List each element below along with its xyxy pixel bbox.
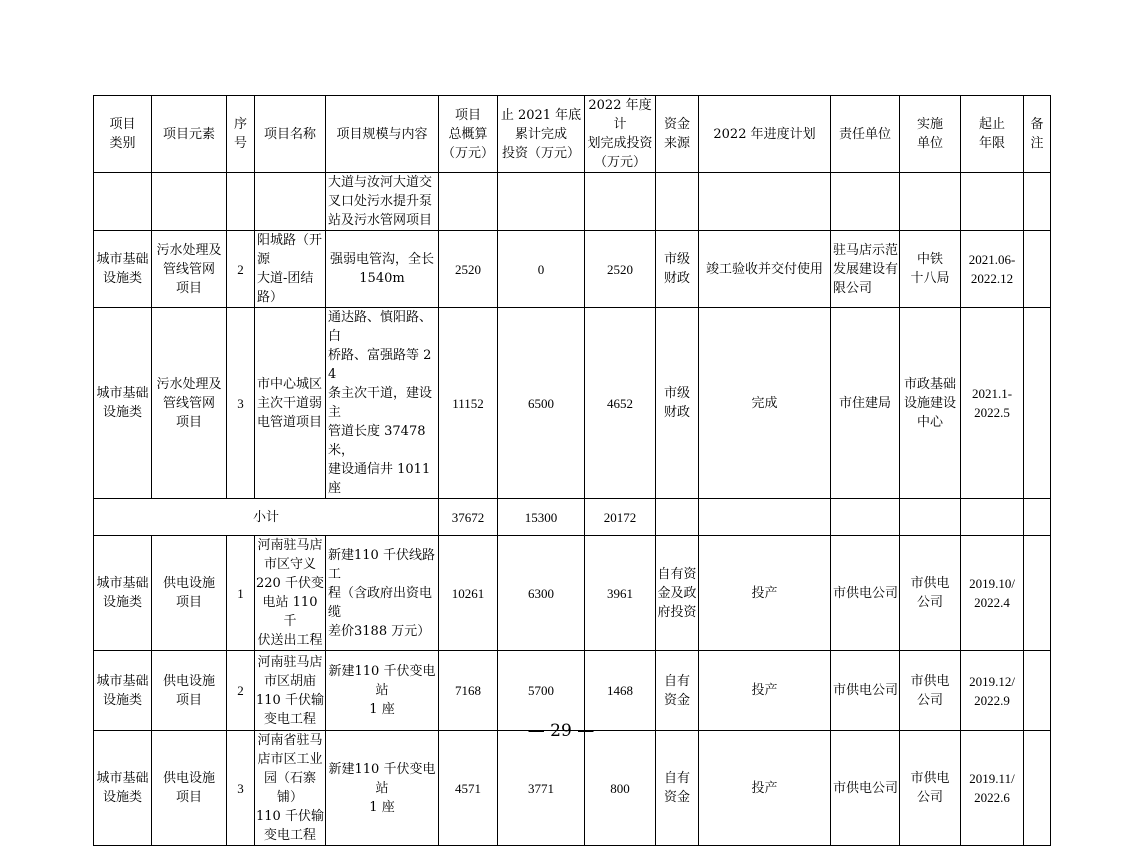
cell-implementer: 中铁 十八局: [900, 231, 961, 308]
table-cell: [227, 173, 255, 231]
cell-content: 新建110 千伏变电站 1 座: [326, 731, 439, 846]
cell-seq: 3: [227, 308, 255, 499]
cell-seq: 2: [227, 651, 255, 731]
cell-content: 新建110 千伏变电站 1 座: [326, 651, 439, 731]
cell-progress: 完成: [699, 308, 831, 499]
header-content: 项目规模与内容: [326, 96, 439, 173]
cell-plan: 2520: [585, 231, 656, 308]
subtotal-done: 15300: [498, 499, 585, 536]
cell-name: 河南驻马店 市区胡庙 110 千伏输 变电工程: [255, 651, 326, 731]
cell-total: 10261: [439, 536, 498, 651]
cell-seq: 1: [227, 536, 255, 651]
page-number: — 29 —: [527, 721, 595, 741]
table-cell: [498, 173, 585, 231]
cell-period: 2021.06- 2022.12: [961, 231, 1024, 308]
cell-remark: [1024, 231, 1051, 308]
cell-content: 通达路、慎阳路、白 桥路、富强路等 24 条主次干道，建设主 管道长度 37478 米， 建设通信井 1011 座: [326, 308, 439, 499]
cell-name: 河南省驻马 店市区工业 园（石寨铺） 110 千伏输 变电工程: [255, 731, 326, 846]
cell-category: 城市基础 设施类: [94, 231, 152, 308]
cell-period: 2019.11/ 2022.6: [961, 731, 1024, 846]
cell-plan: 1468: [585, 651, 656, 731]
cell-remark: [1024, 308, 1051, 499]
table-cell: [831, 173, 900, 231]
cell-seq: 3: [227, 731, 255, 846]
cell-period: 2019.12/ 2022.9: [961, 651, 1024, 731]
cell-content: 大道与汝河大道交 叉口处污水提升泵 站及污水管网项目: [326, 173, 439, 231]
table-row: [94, 651, 1051, 731]
cell-done: 0: [498, 231, 585, 308]
header-progress: 2022 年进度计划: [699, 96, 831, 173]
table-cell: [961, 499, 1024, 536]
cell-plan: 800: [585, 731, 656, 846]
header-implementer: 实施 单位: [900, 96, 961, 173]
header-responsible: 责任单位: [831, 96, 900, 173]
cell-done: 6500: [498, 308, 585, 499]
header-fund: 资金 来源: [656, 96, 699, 173]
subtotal-total: 37672: [439, 499, 498, 536]
continuation-row: [94, 173, 1051, 231]
cell-done: 6300: [498, 536, 585, 651]
cell-progress: 竣工验收并交付使用: [699, 231, 831, 308]
table-cell: [900, 173, 961, 231]
cell-plan: 3961: [585, 536, 656, 651]
cell-name: 市中心城区 主次干道弱 电管道项目: [255, 308, 326, 499]
cell-remark: [1024, 536, 1051, 651]
cell-total: 4571: [439, 731, 498, 846]
cell-implementer: 市政基础 设施建设 中心: [900, 308, 961, 499]
cell-fund: 自有资 金及政 府投资: [656, 536, 699, 651]
cell-element: 供电设施 项目: [152, 731, 227, 846]
cell-seq: 2: [227, 231, 255, 308]
table-row: [94, 308, 1051, 499]
header-period: 起止 年限: [961, 96, 1024, 173]
cell-element: 供电设施 项目: [152, 651, 227, 731]
cell-name: 河南驻马店 市区守义 220 千伏变 电站 110 千 伏送出工程: [255, 536, 326, 651]
table-cell: [439, 173, 498, 231]
cell-total: 7168: [439, 651, 498, 731]
cell-responsible: 市住建局: [831, 308, 900, 499]
header-name: 项目名称: [255, 96, 326, 173]
cell-total: 11152: [439, 308, 498, 499]
cell-fund: 自有 资金: [656, 651, 699, 731]
table-cell: [699, 173, 831, 231]
cell-category: 城市基础 设施类: [94, 651, 152, 731]
table-row: [94, 731, 1051, 846]
header-category: 项目 类别: [94, 96, 152, 173]
cell-category: 城市基础 设施类: [94, 731, 152, 846]
header-remark: 备 注: [1024, 96, 1051, 173]
cell-implementer: 市供电 公司: [900, 536, 961, 651]
cell-total: 2520: [439, 231, 498, 308]
table-cell: [1024, 499, 1051, 536]
header-seq: 序号: [227, 96, 255, 173]
cell-responsible: 驻马店示范 发展建设有 限公司: [831, 231, 900, 308]
table-cell: [961, 173, 1024, 231]
table-cell: [699, 499, 831, 536]
cell-responsible: 市供电公司: [831, 651, 900, 731]
cell-element: 污水处理及 管线管网 项目: [152, 231, 227, 308]
cell-implementer: 市供电 公司: [900, 651, 961, 731]
table-cell: [152, 173, 227, 231]
header-element: 项目元素: [152, 96, 227, 173]
cell-plan: 4652: [585, 308, 656, 499]
table-cell: [255, 173, 326, 231]
subtotal-row: [94, 499, 1051, 536]
table-cell: [656, 173, 699, 231]
table-cell: [831, 499, 900, 536]
cell-element: 供电设施 项目: [152, 536, 227, 651]
cell-progress: 投产: [699, 536, 831, 651]
table-cell: [94, 173, 152, 231]
header-total: 项目 总概算 （万元）: [439, 96, 498, 173]
cell-element: 污水处理及 管线管网 项目: [152, 308, 227, 499]
cell-responsible: 市供电公司: [831, 536, 900, 651]
header-row: [94, 96, 1051, 173]
cell-category: 城市基础 设施类: [94, 536, 152, 651]
cell-done: 3771: [498, 731, 585, 846]
cell-period: 2021.1- 2022.5: [961, 308, 1024, 499]
table-row: [94, 231, 1051, 308]
table-cell: [900, 499, 961, 536]
table-cell: [1024, 173, 1051, 231]
table-row: [94, 536, 1051, 651]
cell-responsible: 市供电公司: [831, 731, 900, 846]
cell-implementer: 市供电 公司: [900, 731, 961, 846]
header-plan: 2022 年度计 划完成投资 （万元）: [585, 96, 656, 173]
header-done: 止 2021 年底 累计完成 投资（万元）: [498, 96, 585, 173]
cell-fund: 自有 资金: [656, 731, 699, 846]
cell-fund: 市级 财政: [656, 231, 699, 308]
cell-progress: 投产: [699, 731, 831, 846]
table-cell: [585, 173, 656, 231]
cell-done: 5700: [498, 651, 585, 731]
subtotal-label: 小计: [94, 499, 439, 536]
cell-content: 强弱电管沟，全长 1540m: [326, 231, 439, 308]
cell-period: 2019.10/ 2022.4: [961, 536, 1024, 651]
cell-remark: [1024, 651, 1051, 731]
table-cell: [656, 499, 699, 536]
cell-content: 新建110 千伏线路工 程（含政府出资电缆 差价3188 万元）: [326, 536, 439, 651]
cell-remark: [1024, 731, 1051, 846]
cell-fund: 市级 财政: [656, 308, 699, 499]
cell-progress: 投产: [699, 651, 831, 731]
cell-category: 城市基础 设施类: [94, 308, 152, 499]
subtotal-plan: 20172: [585, 499, 656, 536]
cell-name: 阳城路（开源 大道-团结 路）: [255, 231, 326, 308]
